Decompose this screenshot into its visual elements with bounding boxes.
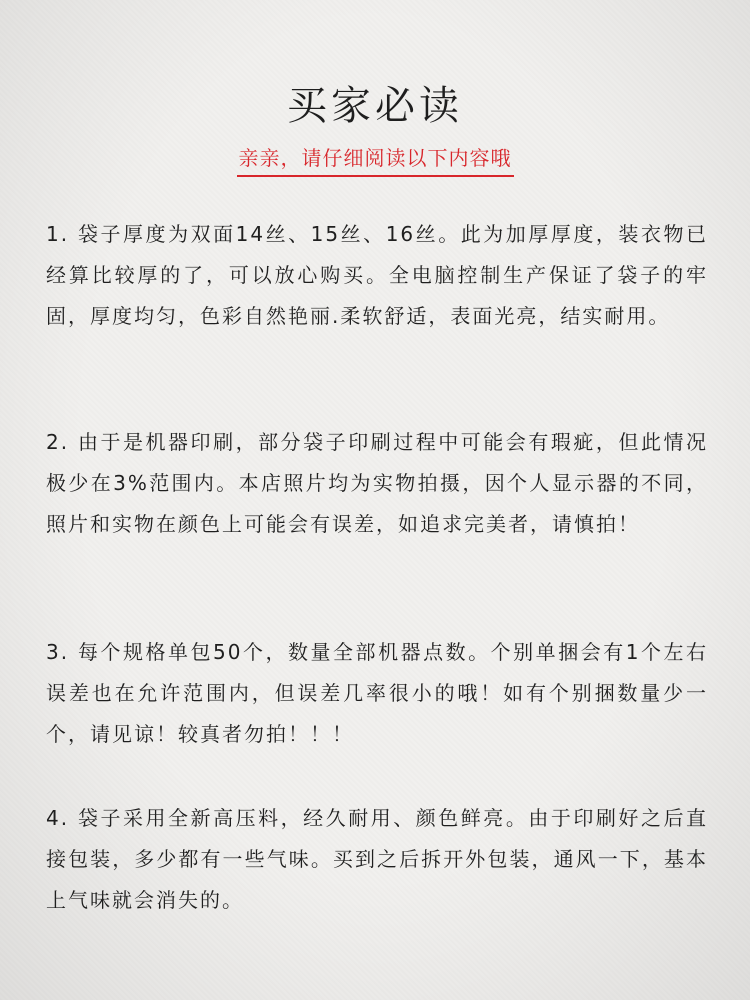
subtitle-wrap xyxy=(0,144,750,177)
notice-paragraph-4: 4. 袋子采用全新高压料，经久耐用、颜色鲜亮。由于印刷好之后直接包装，多少都有一些气味。买到之后拆开外包装，通风一下，基本上气味就会消失的。 xyxy=(46,806,708,912)
page-title: 买家必读 xyxy=(287,83,463,129)
notice-paragraph-3: 3. 每个规格单包50个，数量全部机器点数。个别单捆会有1个左右误差也在允许范围内，但误差几率很小的哦！如有个别捆数量少一个，请见谅！较真者勿拍！！！ xyxy=(46,640,708,746)
notice-paragraph-2: 2. 由于是机器印刷，部分袋子印刷过程中可能会有瑕疵，但此情况极少在3%范围内。本店照片均为实物拍摄，因个人显示器的不同，照片和实物在颜色上可能会有误差，如追求完美者，请慎拍！ xyxy=(46,430,708,536)
page-subtitle: 亲亲，请仔细阅读以下内容哦 xyxy=(237,144,514,177)
notice-paragraph-1: 1. 袋子厚度为双面14丝、15丝、16丝。此为加厚厚度，装衣物已经算比较厚的了，可以放心购买。全电脑控制生产保证了袋子的牢固，厚度均匀，色彩自然艳丽.柔软舒适，表面光亮，结实耐用。 xyxy=(46,222,708,328)
